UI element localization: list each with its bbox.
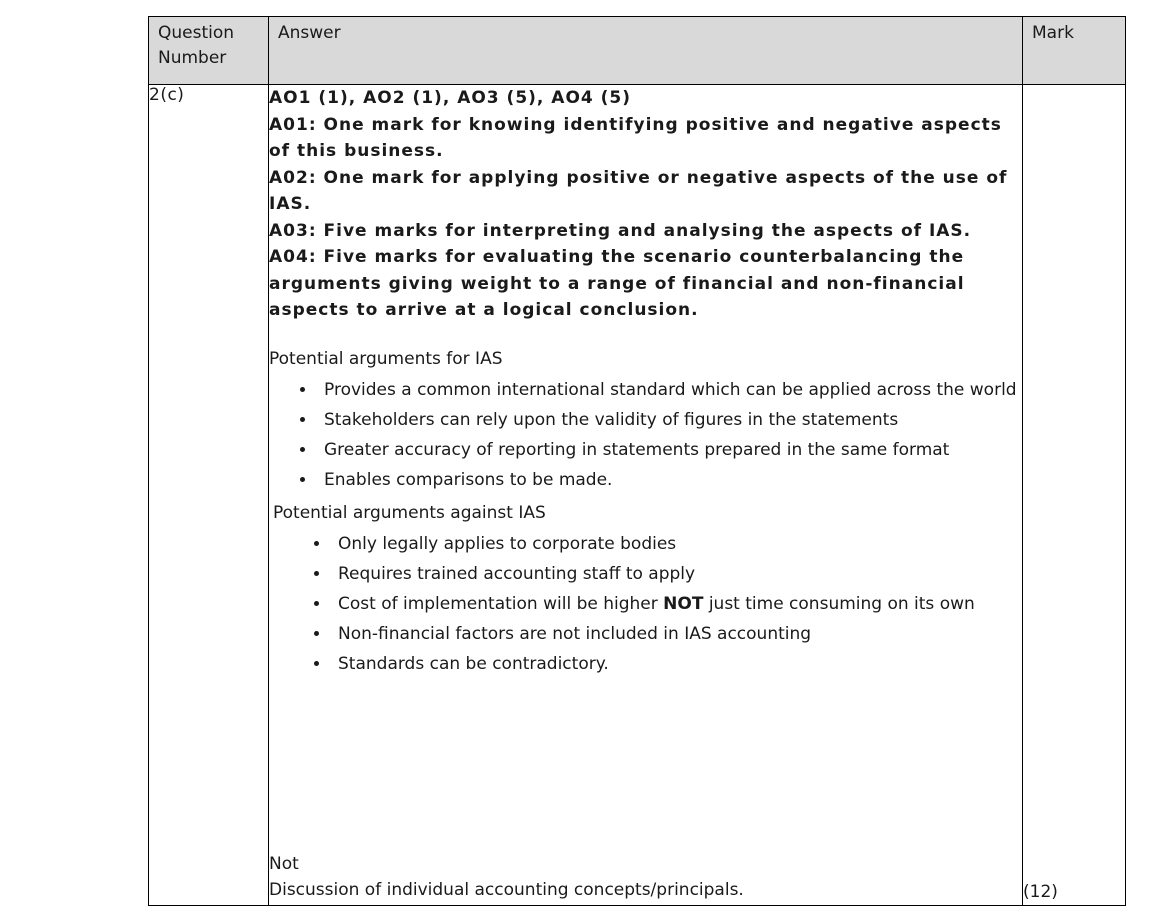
bullet-text-part: Cost of implementation will be higher xyxy=(338,593,664,614)
question-number: 2(c) xyxy=(149,85,185,105)
list-item: • Enables comparisons to be made. xyxy=(317,466,1022,494)
header-answer: Answer xyxy=(269,17,1023,85)
ao-summary-line: AO1 (1), AO2 (1), AO3 (5), AO4 (5) xyxy=(269,88,632,108)
ao4-line: A04: Five marks for evaluating the scenario counterbalancing the arguments giving weight to a range of financial and non-financial aspects to arrive at a logical conclusion. xyxy=(269,247,965,320)
ao3-line: A03: Five marks for interpreting and analysing the aspects of IAS. xyxy=(269,220,972,241)
mark-value: (12) xyxy=(1023,882,1058,902)
exclusion-note xyxy=(269,851,1022,905)
ao1-line: A01: One mark for knowing identifying positive and negative aspects of this business. xyxy=(269,114,1002,161)
list-item: • Standards can be contradictory. xyxy=(331,650,1022,678)
list-item: • Greater accuracy of reporting in statements prepared in the same format xyxy=(317,436,1022,464)
arguments-for-heading: Potential arguments for IAS xyxy=(269,348,503,369)
arguments-for-list xyxy=(269,374,1022,496)
ao2-line: A02: One mark for applying positive or negative aspects of the use of IAS. xyxy=(269,167,1008,214)
arguments-against-heading: Potential arguments against IAS xyxy=(273,502,546,523)
bullet-text-part: just time consuming on its own xyxy=(703,593,975,614)
bullet-text-emphasis: NOT xyxy=(663,593,704,614)
mark-scheme-table xyxy=(148,16,1126,906)
list-item: • Provides a common international standard which can be applied across the world xyxy=(317,376,1022,404)
answer-cell xyxy=(269,85,1023,905)
arguments-against-list xyxy=(269,528,1022,680)
list-item: • Non-financial factors are not included in IAS accounting xyxy=(331,620,1022,648)
list-item: • Requires trained accounting staff to apply xyxy=(331,560,1022,588)
mark-cell xyxy=(1023,85,1125,905)
question-number-cell xyxy=(149,85,269,905)
not-label: Not xyxy=(269,854,299,874)
list-item: • Only legally applies to corporate bodies xyxy=(331,530,1022,558)
header-question-number: Question Number xyxy=(149,17,269,85)
list-item: • Stakeholders can rely upon the validity of figures in the statements xyxy=(317,406,1022,434)
ao-allocation-block xyxy=(269,85,1022,324)
header-mark: Mark xyxy=(1023,17,1125,85)
list-item xyxy=(331,590,1022,618)
not-text: Discussion of individual accounting concepts/principals. xyxy=(269,880,744,900)
